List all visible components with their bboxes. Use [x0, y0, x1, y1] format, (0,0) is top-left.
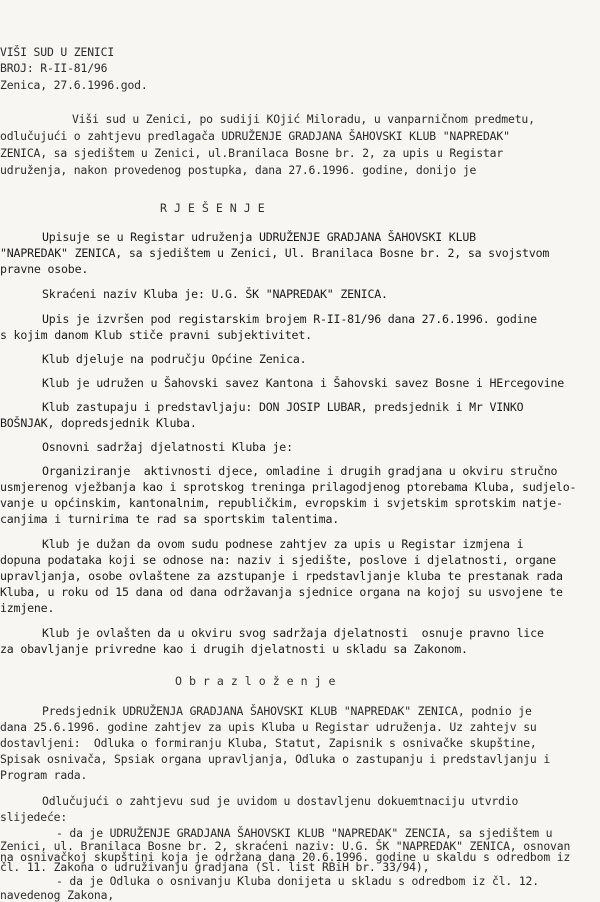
ruling-line: Klub je ovlašten da u okviru svog sadržaja djelatnosti osnuje pravno lice — [42, 626, 544, 640]
ruling-line: Klub je udružen u Šahovski savez Kantona i Šahovski savez Bosne i HErcegovine — [42, 376, 565, 390]
ruling-line: Osnovni sadržaj djelatnosti Kluba je: — [42, 440, 293, 454]
reasoning-line: Predsjednik UDRUŽENJA GRADJANA ŠAHOVSKI KLUB "NAPREDAK" ZENICA, podnio je — [42, 704, 532, 718]
court-name: VIŠI SUD U ZENICI — [0, 45, 115, 59]
ruling-line: za obavljanje privredne kao i drugih djelatnosti u skladu sa Zakonom. — [0, 642, 468, 656]
reasoning-line: čl. 11. Zakona o udruživanju gradjana (Sl. list RBiH br. 33/94), — [0, 860, 430, 874]
intro-line: ZENICA, sa sjedištem u Zenici, ul.Branilaca Bosne br. 2, za upis u Registar — [0, 146, 504, 160]
ruling-line: izmjene. — [0, 601, 55, 615]
intro-line: odlučujući o zahtjevu predlagača UDRUŽENJE GRADJANA ŠAHOVSKI KLUB "NAPREDAK" — [0, 129, 510, 143]
ruling-line: usmjerenog vježbanja kao i sprotskog treninga prilagodjenog ptorebama Kluba, sudjelo- — [0, 480, 577, 494]
reasoning-line: na osnivačkoj skupštini koja je održana dana 20.6.1996. godine u skaldu s odredbom iz — [0, 850, 571, 864]
ruling-heading: R J E Š E N J E — [160, 201, 265, 215]
ruling-line: Skraćeni naziv Kluba je: U.G. ŠK "NAPREDAK" ZENICA. — [42, 287, 388, 301]
ruling-line: BOŠNJAK, dopredsjednik Kluba. — [0, 416, 197, 430]
case-number: BROJ: R-II-81/96 — [0, 61, 108, 75]
reasoning-line: Odlučujući o zahtjevu sud je uvidom u dostavljenu dokuemtnaciju utvrdio — [42, 794, 519, 808]
ruling-line: Organiziranje aktivnosti djece, omladine i drugih gradjana u okviru stručno — [42, 464, 558, 478]
reasoning-line: navedenog Zakona, — [0, 888, 115, 902]
reasoning-line: Zenici, ul. Branilaca Bosne br. 2, skraćeni naziv: U.G. ŠK "NAPREDAK" ZENICA, osnovan — [0, 839, 571, 853]
ruling-line: vanje u općinskim, kantonalnim, republičkim, evropskim i svjetskim sprotskim natje- — [0, 496, 563, 510]
reasoning-line: dostavljeni: Odluka o formiranju Kluba, Statut, Zapisnik s osnivačke skupštine, — [0, 736, 537, 750]
ruling-line: pravne osobe. — [0, 262, 89, 276]
ruling-line: Klub djeluje na području Općine Zenica. — [42, 352, 307, 366]
ruling-line: dopuna podataka koji se odnose na: naziv i sjedište, poslove i djelatnosti, organe — [0, 553, 556, 567]
intro-line: udruženja, nakon provedenog postupka, dana 27.6.1996. godine, donijo je — [0, 163, 477, 177]
ruling-line: "NAPREDAK" ZENICA, sa sjedištem u Zenici, Ul. Branilaca Bosne br. 2, sa svojstvom — [0, 246, 550, 260]
place-date: Zenica, 27.6.1996.god. — [0, 78, 148, 92]
ruling-line: Upis je izvršen pod registarskim brojem R-II-81/96 dana 27.6.1996. godine — [42, 312, 537, 326]
reasoning-line: dana 25.6.1996. godine zahtjev za upis Kluba u Registar udruženja. Uz zahtejv su — [0, 720, 537, 734]
ruling-line: Klub zastupaju i predstavljaju: DON JOSIP LUBAR, predsjednik i Mr VINKO — [42, 400, 524, 414]
reasoning-line: Spisak osnivača, Spsiak organa upravljanja, Odluka o zastupanju i predstavljanju i — [0, 752, 551, 766]
ruling-line: Upisuje se u Registar udruženja UDRUŽENJE GRADJANA ŠAHOVSKI KLUB — [42, 230, 476, 244]
reasoning-heading: O b r a z l o ž e n j e — [175, 674, 336, 688]
reasoning-line: - da je Odluka o osnivanju Kluba donijeta u skladu s odredbom iz čl. 12. — [56, 874, 539, 888]
intro-line: Viši sud u Zenici, po sudiji KOjić Miloradu, u vanparničnom predmetu, — [72, 112, 535, 126]
ruling-line: canjima i turnirima te rad sa sportskim talentima. — [0, 512, 340, 526]
ruling-line: Kluba, u roku od 15 dana od dana održavanja sjednice organa na kojoj su usvojene te — [0, 585, 563, 599]
reasoning-line: slijedeće: — [0, 810, 68, 824]
reasoning-line: - da je UDRUŽENJE GRADJANA ŠAHOVSKI KLUB "NAPREDAK" ZENCIA, sa sjedištem u — [56, 826, 553, 840]
ruling-line: s kojim danom Klub stiče pravni subjektivitet. — [0, 328, 312, 342]
reasoning-line: Program rada. — [0, 768, 88, 782]
ruling-line: Klub je dužan da ovom sudu podnese zahtjev za upis u Registar izmjena i — [42, 537, 524, 551]
ruling-line: upravljanja, osobe ovlaštene za azstupanje i rpedstavljanje kluba te prestanak rada — [0, 569, 563, 583]
